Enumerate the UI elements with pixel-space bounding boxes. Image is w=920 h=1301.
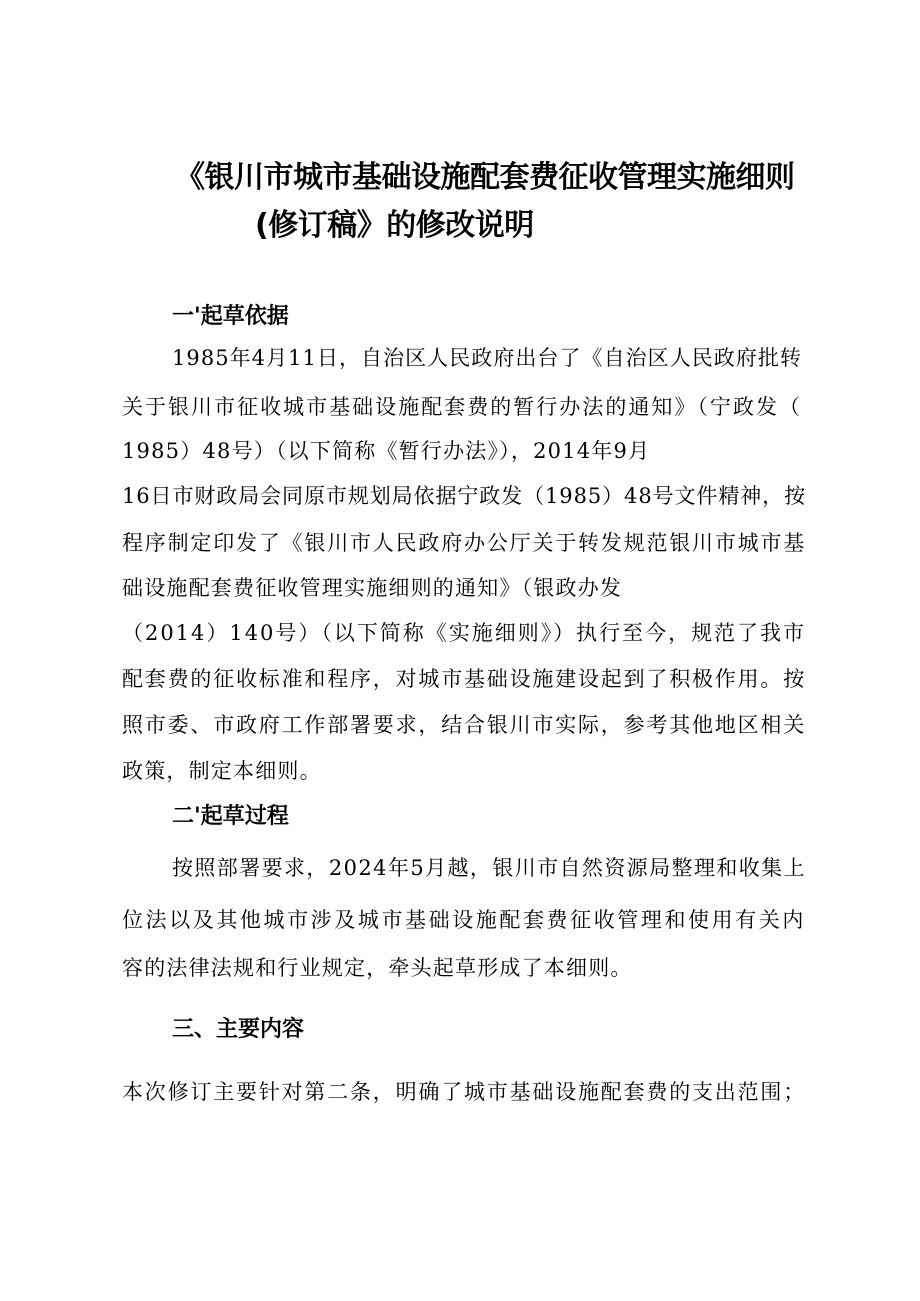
section-heading-basis: 一'起草依据 bbox=[172, 304, 289, 329]
section-heading-process: 二'起草过程 bbox=[172, 804, 289, 829]
paragraph-line: 配套费的征收标准和程序，对城市基础设施建设起到了积极作用。按 bbox=[122, 667, 806, 691]
paragraph-line: 1985年4月11日，自治区人民政府出台了《自治区人民政府批转 bbox=[172, 346, 802, 370]
paragraph-line: （2014）140号）（以下简称《实施细则》）执行至今，规范了我市 bbox=[122, 621, 806, 645]
paragraph-line: 照市委、市政府工作部署要求，结合银川市实际，参考其他地区相关 bbox=[122, 713, 806, 737]
paragraph-line: 础设施配套费征收管理实施细则的通知》（银政办发 bbox=[122, 576, 623, 600]
document-title-line-2: (修订稿》的修改说明 bbox=[255, 208, 534, 243]
paragraph-line: 关于银川市征收城市基础设施配套费的暂行办法的通知》（宁政发（ bbox=[122, 395, 802, 419]
paragraph-line: 容的法律法规和行业规定，牵头起草形成了本细则。 bbox=[122, 956, 633, 980]
paragraph-line: 1985）48号）（以下简称《暂行办法》），2014年9月 bbox=[122, 439, 651, 463]
paragraph-line: 16日市财政局会同原市规划局依据宁政发（1985）48号文件精神，按 bbox=[122, 484, 806, 508]
paragraph-line: 程序制定印发了《银川市人民政府办公厅关于转发规范银川市城市基 bbox=[122, 531, 806, 555]
paragraph-line: 按照部署要求，2024年5月越，银川市自然资源局整理和收集上 bbox=[172, 856, 806, 880]
section-heading-content: 三、主要内容 bbox=[172, 1017, 305, 1042]
document-title-line-1: 《银川市城市基础设施配套费征收管理实施细则 bbox=[175, 160, 795, 195]
paragraph-line: 位法以及其他城市涉及城市基础设施配套费征收管理和使用有关内 bbox=[122, 908, 806, 932]
paragraph-line: 政策，制定本细则。 bbox=[122, 759, 322, 783]
paragraph-line: 本次修订主要针对第二条，明确了城市基础设施配套费的支出范围； bbox=[122, 1080, 806, 1104]
